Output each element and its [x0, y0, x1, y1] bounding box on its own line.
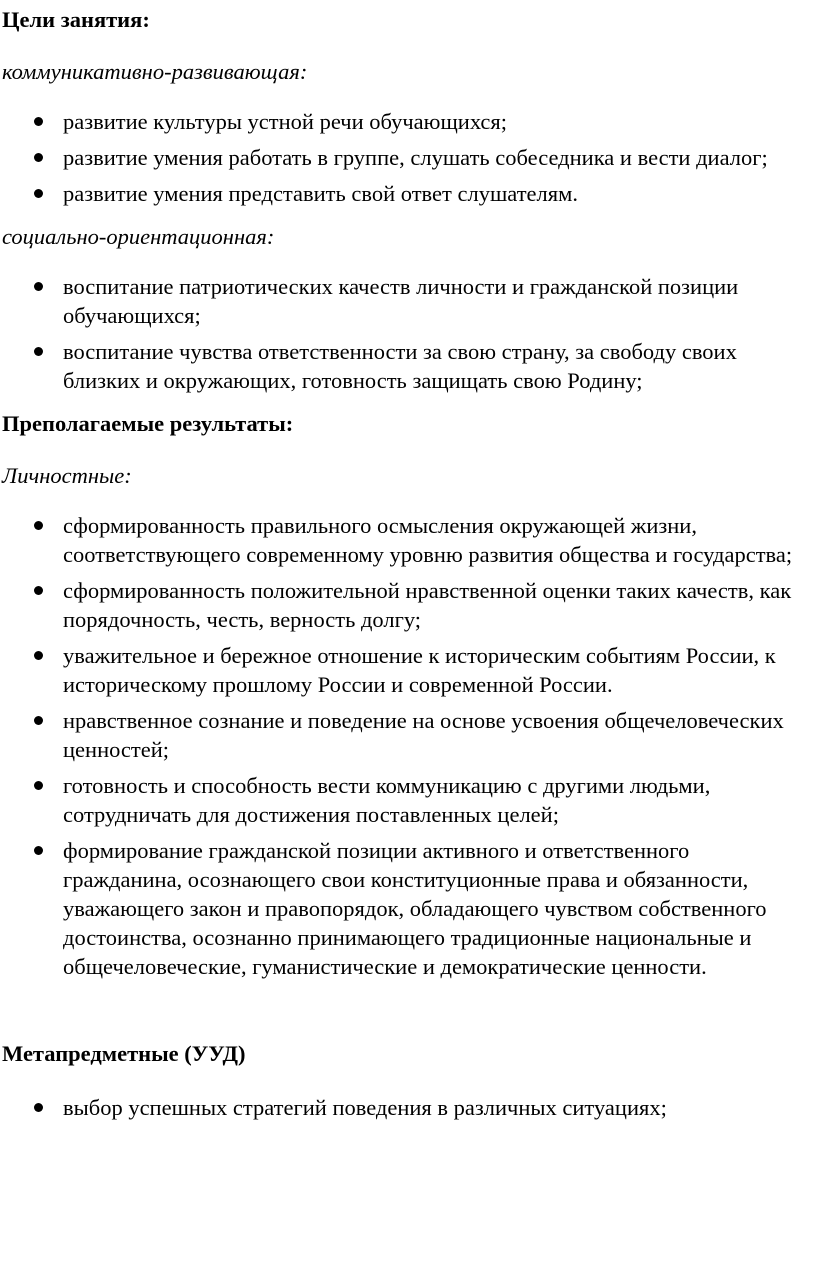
- list-item: [63, 179, 808, 208]
- metasubject-heading: Метапредметные (УУД): [2, 1041, 246, 1066]
- bullet-icon: [34, 521, 43, 530]
- list-item-text: уважительное и бережное отношение к историческим событиям России, к историческому прошлому России и современной России.: [63, 643, 776, 697]
- list-item-text: нравственное сознание и поведение на основе усвоения общечеловеческих ценностей;: [63, 708, 784, 762]
- subheading-communicative: коммуникативно-развивающая:: [2, 59, 308, 84]
- list-item: [63, 1093, 808, 1122]
- list-item: [63, 272, 808, 330]
- list-item: [63, 706, 808, 764]
- personal-results-list: [2, 511, 816, 981]
- social-orientation-goals-list: [2, 272, 816, 395]
- bullet-icon: [34, 282, 43, 291]
- bullet-icon: [34, 781, 43, 790]
- bullet-icon: [34, 716, 43, 725]
- bullet-icon: [34, 153, 43, 162]
- subheading-social-orientation: социально-ориентационная:: [2, 224, 275, 249]
- bullet-icon: [34, 189, 43, 198]
- expected-results-heading: Преполагаемые результаты:: [2, 411, 294, 436]
- list-item-text: сформированность правильного осмысления окружающей жизни, соответствующего современному уровню развития общества и государства;: [63, 513, 793, 567]
- list-item: [63, 771, 808, 829]
- goals-heading: Цели занятия:: [2, 7, 150, 32]
- communicative-goals-list: [2, 107, 816, 208]
- list-item-text: формирование гражданской позиции активного и ответственного гражданина, осознающего свои конституционные права и обязанности, уважающего закон и правопорядок, обладающего чувством собственного достоинства, осознанно принимающего традиционные национальные и общечеловеческие, гуманистические и демократические ценности.: [63, 838, 767, 979]
- bullet-icon: [34, 586, 43, 595]
- bullet-icon: [34, 347, 43, 356]
- list-item: [63, 337, 808, 395]
- list-item: [63, 576, 808, 634]
- list-item-text: развитие умения работать в группе, слушать собеседника и вести диалог;: [63, 145, 768, 170]
- bullet-icon: [34, 117, 43, 126]
- list-item-text: развитие культуры устной речи обучающихся;: [63, 109, 508, 134]
- metasubject-results-list: [2, 1093, 816, 1122]
- subheading-personal: Личностные:: [2, 463, 132, 488]
- list-item: [63, 143, 808, 172]
- list-item-text: готовность и способность вести коммуникацию с другими людьми, сотрудничать для достижения поставленных целей;: [63, 773, 711, 827]
- list-item: [63, 511, 808, 569]
- list-item: [63, 836, 808, 981]
- list-item-text: выбор успешных стратегий поведения в различных ситуациях;: [63, 1095, 667, 1120]
- list-item: [63, 107, 808, 136]
- list-item-text: воспитание чувства ответственности за свою страну, за свободу своих близких и окружающих, готовность защищать свою Родину;: [63, 339, 737, 393]
- bullet-icon: [34, 1103, 43, 1112]
- list-item: [63, 641, 808, 699]
- list-item-text: воспитание патриотических качеств личности и гражданской позиции обучающихся;: [63, 274, 739, 328]
- list-item-text: развитие умения представить свой ответ слушателям.: [63, 181, 578, 206]
- list-item-text: сформированность положительной нравственной оценки таких качеств, как порядочность, честь, верность долгу;: [63, 578, 792, 632]
- bullet-icon: [34, 651, 43, 660]
- bullet-icon: [34, 846, 43, 855]
